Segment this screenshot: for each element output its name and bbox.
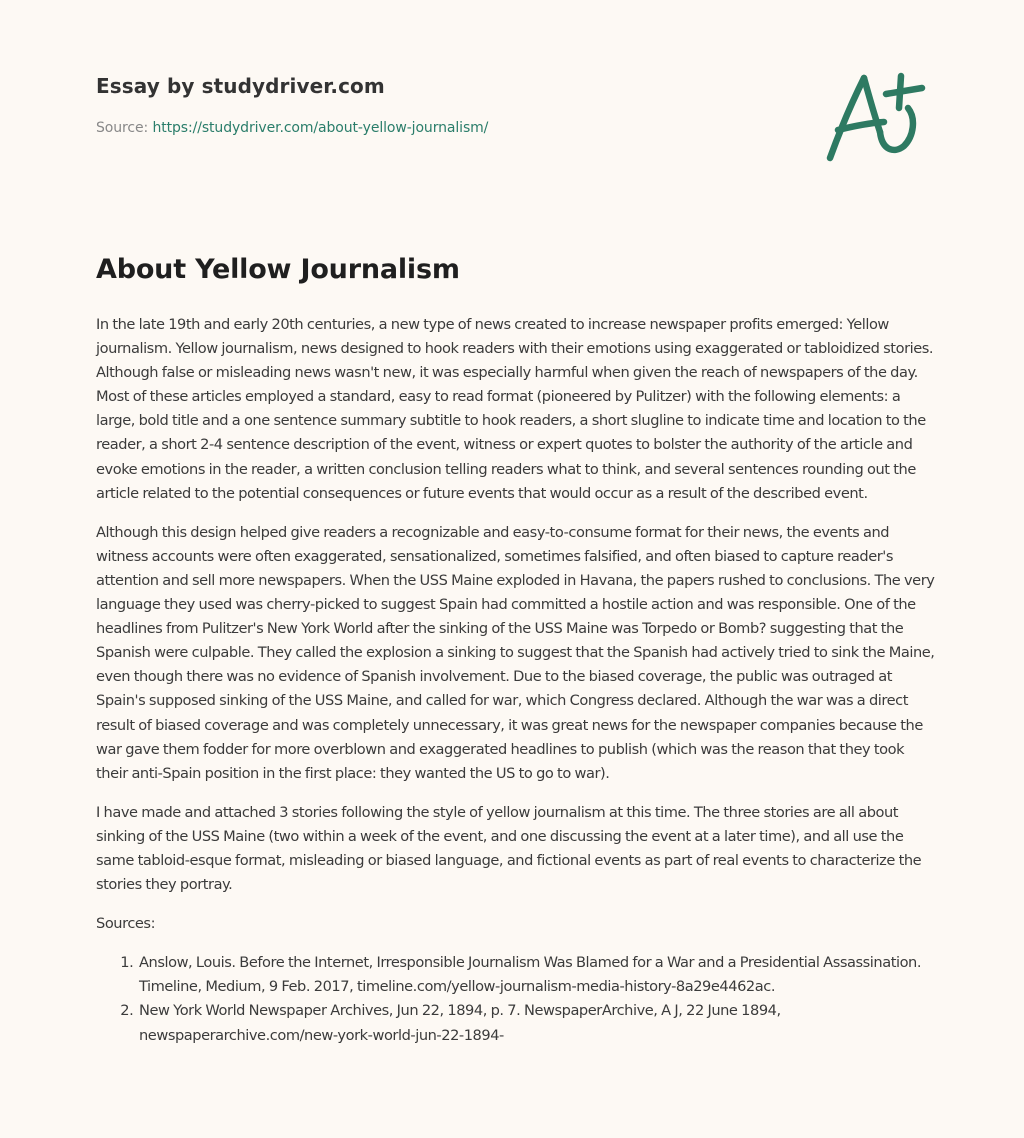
- essay-title: About Yellow Journalism: [96, 254, 460, 285]
- page-header: [96, 74, 796, 136]
- source-line: [96, 120, 796, 136]
- sources-list: [96, 951, 936, 1047]
- source-link[interactable]: https://studydriver.com/about-yellow-journalism/: [152, 120, 489, 136]
- essay-paragraph: In the late 19th and early 20th centuries, a new type of news created to increase newspaper profits emerged: Yellow journalism. Yellow journalism, news designed to hook readers with their emotions using exaggerated or tabloidized stories. Although false or misleading news wasn't new, it was especially harmful when given the reach of newspapers of the day. Most of these articles employed a standard, easy to read format (pioneered by Pulitzer) with the following elements: a large, bold title and a one sentence summary subtitle to hook readers, a short slugline to indicate time and location to the reader, a short 2-4 sentence description of the event, witness or expert quotes to bolster the authority of the article and evoke emotions in the reader, a written conclusion telling readers what to think, and several sentences rounding out the article related to the potential consequences or future events that would occur as a result of the described event.: [96, 316, 934, 502]
- site-title: Essay by studydriver.com: [96, 74, 385, 98]
- essay-body: [96, 313, 936, 1048]
- essay-paragraph: I have made and attached 3 stories following the style of yellow journalism at this time. The three stories are all about sinking of the USS Maine (two within a week of the event, and one discussing the event at a later time), and all use the same tabloid-esque format, misleading or biased language, and fictional events as part of real events to characterize the stories they portray.: [96, 803, 922, 894]
- source-item: 1. Anslow, Louis. Before the Internet, Irresponsible Journalism Was Blamed for a War and a Presidential Assassination. Timeline, Medium, 9 Feb. 2017, timeline.com/yellow-journalism-media-history-8a29e4462ac.: [137, 951, 936, 999]
- essay-paragraph: Although this design helped give readers a recognizable and easy-to-consume format for their news, the events and witness accounts were often exaggerated, sensationalized, sometimes falsified, and often biased to capture reader's attention and sell more newspapers. When the USS Maine exploded in Havana, the papers rushed to conclusions. The very language they used was cherry-picked to suggest Spain had committed a hostile action and was responsible. One of the headlines from Pulitzer's New York World after the sinking of the USS Maine was Torpedo or Bomb? suggesting that the Spanish were culpable. They called the explosion a sinking to suggest that the Spanish had actively tried to sink the Maine, even though there was no evidence of Spanish involvement. Due to the biased coverage, the public was outraged at Spain's supposed sinking of the USS Maine, and called for war, which Congress declared. Although the war was a direct result of biased coverage and was completely unnecessary, it was great news for the newspaper companies because the war gave them fodder for more overblown and exaggerated headlines to publish (which was the reason that they took their anti-Spain position in the first place: they wanted the US to go to war).: [96, 523, 935, 782]
- source-label: Source:: [96, 120, 153, 136]
- source-item: 2. New York World Newspaper Archives, Jun 22, 1894, p. 7. NewspaperArchive, A J, 22 June 1894, newspaperarchive.com/new-york-world-jun-22-1894-: [137, 999, 936, 1047]
- sources-label: Sources:: [96, 915, 156, 933]
- a-plus-grade-icon: [822, 66, 932, 166]
